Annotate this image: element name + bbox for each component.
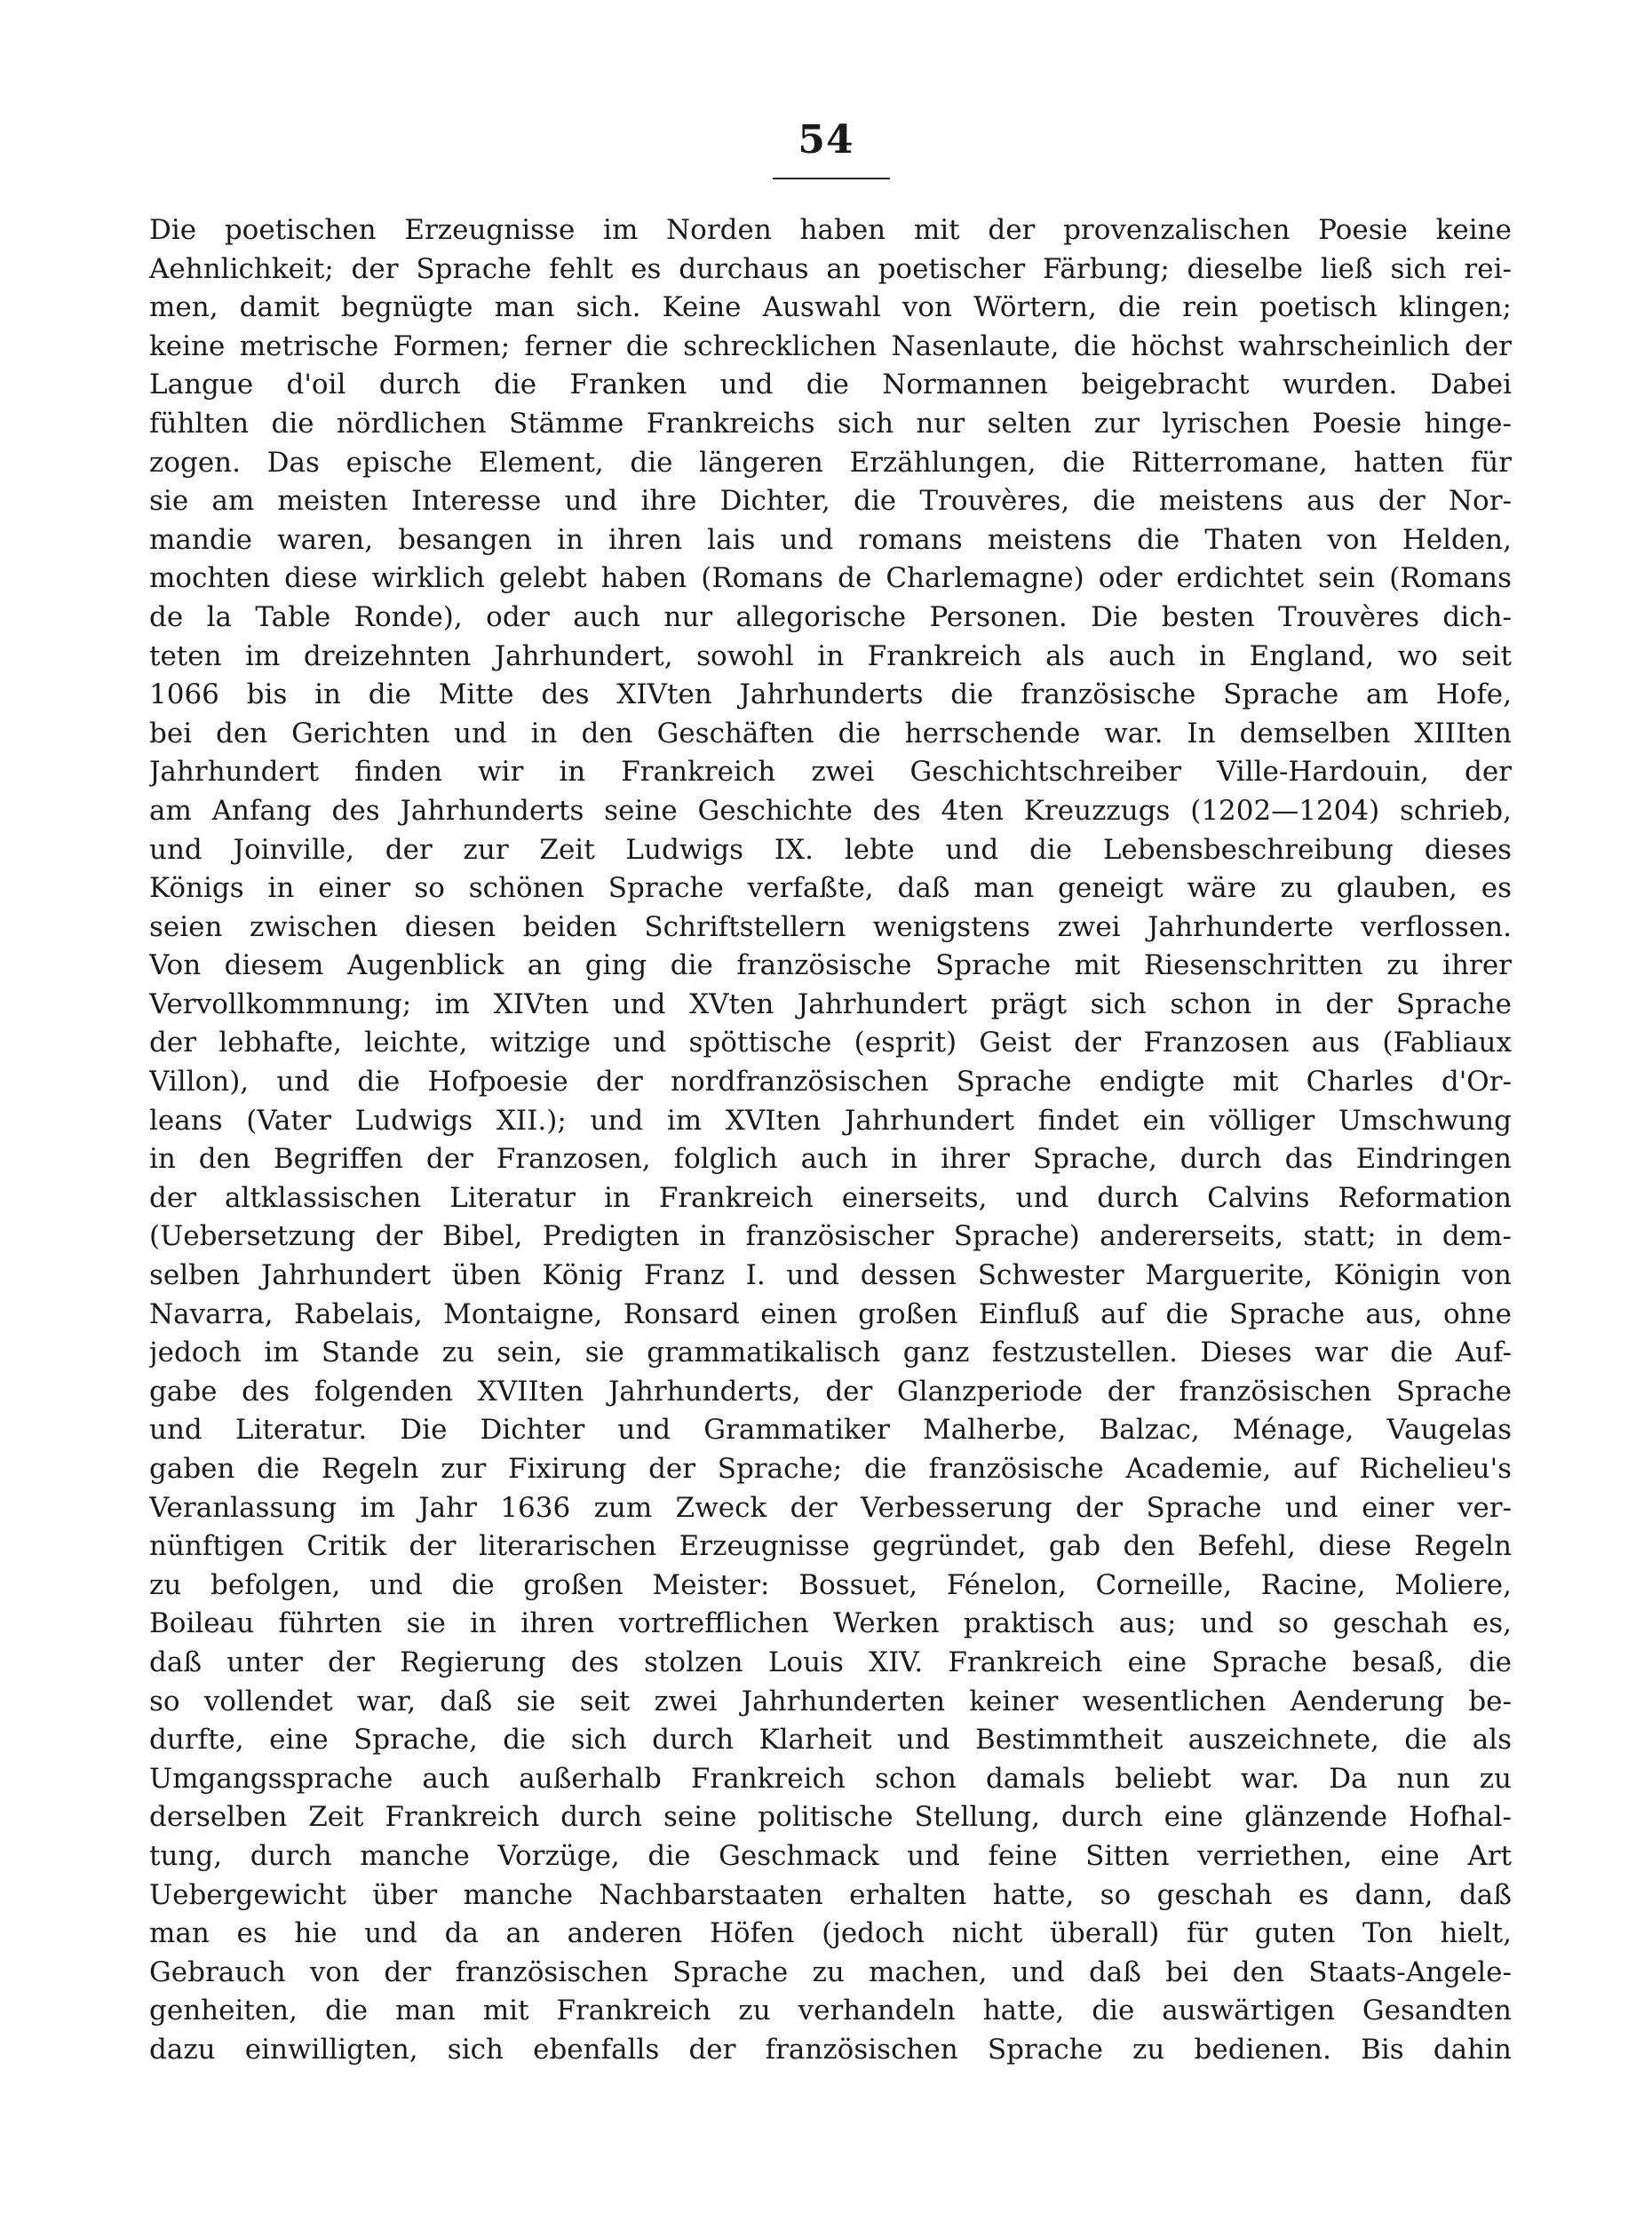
text-line: teten im dreizehnten Jahrhundert, sowohl in Frankreich als auch in England, wo seit [149, 639, 1512, 672]
text-line: durfte, eine Sprache, die sich durch Klarheit und Bestimmtheit auszeichnete, die als [149, 1724, 1512, 1757]
text-line: und Literatur. Die Dichter und Grammatiker Malherbe, Balzac, Ménage, Vaugelas [149, 1414, 1512, 1447]
text-line: leans (Vater Ludwigs XII.); und im XVIten Jahrhundert findet ein völliger Umschwung [149, 1104, 1512, 1137]
text-line: gaben die Regeln zur Fixirung der Sprache; die französische Academie, auf Richelieu's [149, 1453, 1512, 1485]
text-line: Uebergewicht über manche Nachbarstaaten erhalten hatte, so geschah es dann, daß [149, 1878, 1512, 1911]
page-number: 54 [798, 117, 854, 163]
text-line: Königs in einer so schönen Sprache verfaßte, daß man geneigt wäre zu glauben, es [149, 872, 1512, 905]
text-line: fühlten die nördlichen Stämme Frankreichs sich nur selten zur lyrischen Poesie hinge- [149, 407, 1512, 440]
text-line: am Anfang des Jahrhunderts seine Geschichte des 4ten Kreuzzugs (1202—1204) schrieb, [149, 794, 1512, 827]
text-line: mochten diese wirklich gelebt haben (Romans de Charlemagne) oder erdichtet sein (Romans [149, 562, 1512, 595]
text-line: derselben Zeit Frankreich durch seine politische Stellung, durch eine glänzende Hofhal- [149, 1801, 1512, 1834]
text-line: jedoch im Stande zu sein, sie grammatikalisch ganz festzustellen. Dieses war die Auf- [149, 1337, 1512, 1369]
text-line: Villon), und die Hofpoesie der nordfranzösischen Sprache endigte mit Charles d'Or- [149, 1066, 1512, 1099]
text-line: tung, durch manche Vorzüge, die Geschmack und feine Sitten verriethen, eine Art [149, 1839, 1512, 1872]
text-line: mandie waren, besangen in ihren lais und romans meistens die Thaten von Helden, [149, 523, 1512, 556]
text-line: selben Jahrhundert üben König Franz I. und dessen Schwester Marguerite, Königin von [149, 1259, 1512, 1292]
text-line: der altklassischen Literatur in Frankreich einerseits, und durch Calvins Reformation [149, 1181, 1512, 1214]
text-line: so vollendet war, daß sie seit zwei Jahrhunderten keiner wesentlichen Aenderung be- [149, 1685, 1512, 1717]
text-line: nünftigen Critik der literarischen Erzeugnisse gegründet, gab den Befehl, diese Regeln [149, 1530, 1512, 1563]
text-line: Boileau führten sie in ihren vortrefflichen Werken praktisch aus; und so geschah es, [149, 1607, 1512, 1640]
text-line: und Joinville, der zur Zeit Ludwigs IX. lebte und die Lebensbeschreibung dieses [149, 833, 1512, 866]
text-line: Jahrhundert finden wir in Frankreich zwei Geschichtschreiber Ville-Hardouin, der [149, 756, 1512, 789]
text-line: der lebhafte, leichte, witzige und spöttische (esprit) Geist der Franzosen aus (Fabliaux [149, 1027, 1512, 1059]
text-line: Veranlassung im Jahr 1636 zum Zweck der Verbesserung der Sprache und einer ver- [149, 1491, 1512, 1524]
text-line: man es hie und da an anderen Höfen (jedoch nicht überall) für guten Ton hielt, [149, 1917, 1512, 1950]
text-line: Von diesem Augenblick an ging die französische Sprache mit Riesenschritten zu ihrer [149, 949, 1512, 982]
text-line: Gebrauch von der französischen Sprache zu machen, und daß bei den Staats-Angele- [149, 1955, 1512, 1988]
text-line: Umgangssprache auch außerhalb Frankreich schon damals beliebt war. Da nun zu [149, 1762, 1512, 1795]
text-line: Aehnlichkeit; der Sprache fehlt es durchaus an poetischer Färbung; dieselbe ließ sich rei- [149, 252, 1512, 285]
text-line: in den Begriffen der Franzosen, folglich auch in ihrer Sprache, durch das Eindringen [149, 1143, 1512, 1176]
text-line: genheiten, die man mit Frankreich zu verhandeln hatte, die auswärtigen Gesandten [149, 1995, 1512, 2027]
text-line: gabe des folgenden XVIIten Jahrhunderts, der Glanzperiode der französischen Sprache [149, 1375, 1512, 1408]
text-line: Vervollkommnung; im XIVten und XVten Jahrhundert prägt sich schon in der Sprache [149, 988, 1512, 1020]
text-line: seien zwischen diesen beiden Schriftstellern wenigstens zwei Jahrhunderte verflossen. [149, 910, 1512, 943]
text-line: 1066 bis in die Mitte des XIVten Jahrhunderts die französische Sprache am Hofe, [149, 678, 1512, 711]
text-line: Die poetischen Erzeugnisse im Norden haben mit der provenzalischen Poesie keine [149, 214, 1512, 246]
text-line: bei den Gerichten und in den Geschäften die herrschende war. In demselben XIIIten [149, 717, 1512, 750]
text-line: men, damit begnügte man sich. Keine Auswahl von Wörtern, die rein poetisch klingen; [149, 291, 1512, 324]
text-line: sie am meisten Interesse und ihre Dichter, die Trouvères, die meistens aus der Nor- [149, 485, 1512, 518]
body-text [149, 211, 1512, 2070]
text-line: dazu einwilligten, sich ebenfalls der französischen Sprache zu bedienen. Bis dahin [149, 2033, 1512, 2066]
header-rule [773, 178, 890, 179]
text-line: zogen. Das epische Element, die längeren Erzählungen, die Ritterromane, hatten für [149, 446, 1512, 479]
text-line: Langue d'oil durch die Franken und die Normannen beigebracht wurden. Dabei [149, 369, 1512, 401]
text-line: keine metrische Formen; ferner die schrecklichen Nasenlaute, die höchst wahrscheinlich der [149, 329, 1512, 362]
text-line: (Uebersetzung der Bibel, Predigten in französischer Sprache) andererseits, statt; in dem- [149, 1220, 1512, 1253]
text-line: daß unter der Regierung des stolzen Louis XIV. Frankreich eine Sprache besaß, die [149, 1646, 1512, 1678]
text-line: zu befolgen, und die großen Meister: Bossuet, Fénelon, Corneille, Racine, Moliere, [149, 1568, 1512, 1601]
text-line: de la Table Ronde), oder auch nur allegorische Personen. Die besten Trouvères dich- [149, 600, 1512, 633]
text-line: Navarra, Rabelais, Montaigne, Ronsard einen großen Einfluß auf die Sprache aus, ohne [149, 1297, 1512, 1330]
